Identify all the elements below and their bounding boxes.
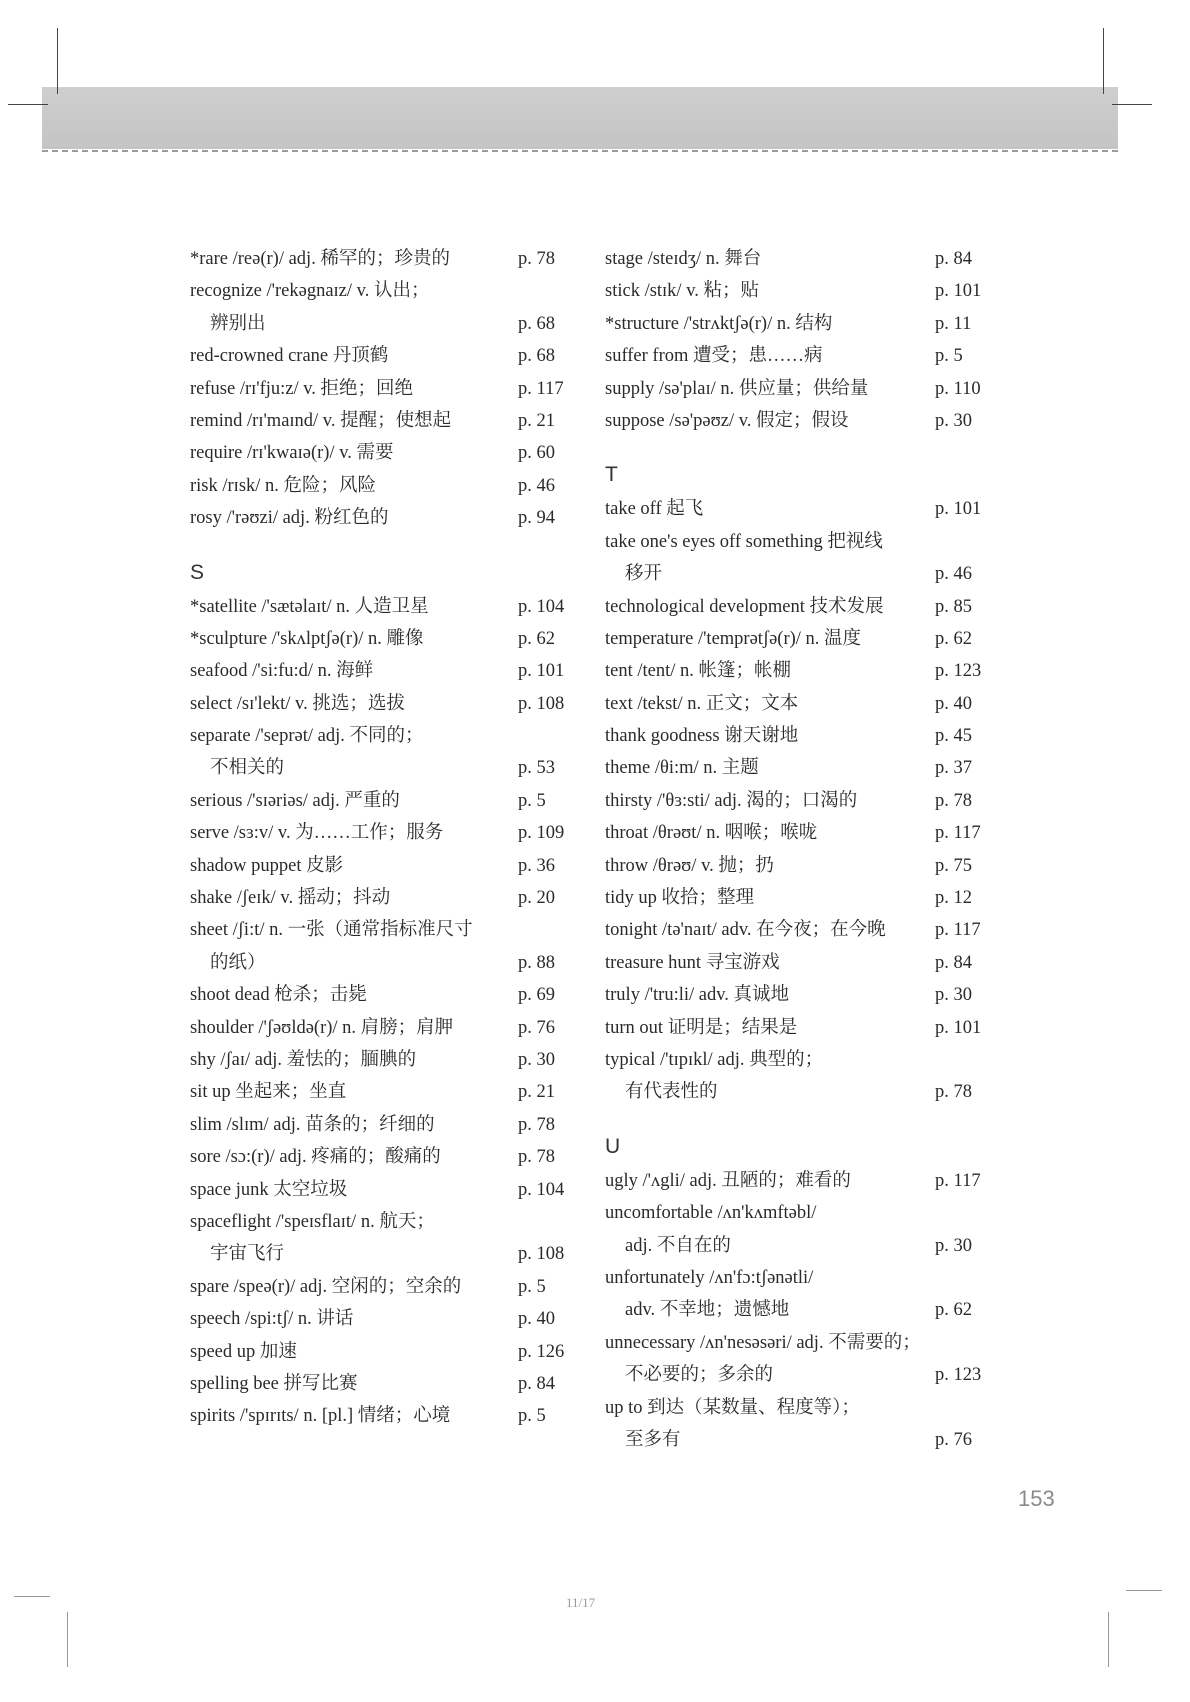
glossary-entry (605, 655, 985, 687)
entry-page-ref: p. 117 (518, 378, 564, 399)
glossary-entry (190, 979, 570, 1011)
entry-text: space junk 太空垃圾 (190, 1179, 348, 1200)
section-letter-heading: S (190, 560, 205, 584)
entry-text: shoot dead 枪杀；击毙 (190, 985, 367, 1006)
entry-text: uncomfortable /ʌn'kʌmftəbl/ (605, 1203, 817, 1224)
entry-page-ref: p. 68 (518, 313, 555, 334)
entry-page-ref: p. 60 (518, 443, 555, 464)
section-letter-heading: U (605, 1134, 621, 1158)
glossary-entry (605, 817, 985, 849)
glossary-entry (190, 655, 570, 687)
section-letter-heading: T (605, 463, 618, 487)
entry-text: adv. 不幸地；遗憾地 (625, 1300, 790, 1321)
glossary-entry (605, 1165, 985, 1197)
glossary-entry (605, 882, 985, 914)
glossary-entry (190, 785, 570, 817)
glossary-entry (190, 1400, 570, 1432)
entry-text: 宇宙飞行 (210, 1244, 285, 1265)
entry-page-ref: p. 123 (935, 661, 982, 682)
entry-page-ref: p. 30 (935, 985, 972, 1006)
entry-text: remind /rɪ'maɪnd/ v. 提醒；使想起 (190, 410, 452, 431)
entry-page-ref: p. 110 (935, 378, 981, 399)
glossary-entry (605, 752, 985, 784)
glossary-entry (190, 1141, 570, 1173)
glossary-entry (190, 373, 570, 405)
entry-page-ref: p. 62 (935, 628, 972, 649)
glossary-entry (605, 1197, 985, 1229)
entry-text: 有代表性的 (625, 1082, 718, 1103)
glossary-entry (190, 850, 570, 882)
glossary-entry (605, 979, 985, 1011)
glossary-entry (190, 1271, 570, 1303)
entry-page-ref: p. 88 (518, 952, 555, 973)
entry-page-ref: p. 84 (935, 952, 972, 973)
entry-page-ref: p. 5 (935, 346, 963, 367)
glossary-entry (190, 1012, 570, 1044)
entry-page-ref: p. 117 (935, 823, 981, 844)
glossary-entry-continuation (605, 558, 985, 590)
entry-text: spelling bee 拼写比赛 (190, 1373, 358, 1394)
entry-page-ref: p. 11 (935, 313, 972, 334)
glossary-right-column (605, 243, 985, 1456)
glossary-entry (605, 591, 985, 623)
glossary-entry-continuation (190, 752, 570, 784)
crop-mark (8, 104, 48, 105)
header-dashed-rule (42, 150, 1118, 152)
entry-page-ref: p. 101 (935, 1017, 982, 1038)
entry-text: sheet /ʃi:t/ n. 一张（通常指标准尺寸 (190, 920, 473, 941)
entry-text: tidy up 收拾；整理 (605, 888, 755, 909)
entry-text: truly /'tru:li/ adv. 真诚地 (605, 985, 790, 1006)
entry-text: suffer from 遭受；患……病 (605, 346, 823, 367)
entry-page-ref: p. 37 (935, 758, 972, 779)
glossary-entry (605, 785, 985, 817)
entry-text: 移开 (625, 564, 663, 585)
glossary-entry (190, 720, 570, 752)
entry-page-ref: p. 75 (935, 855, 972, 876)
glossary-entry-continuation (605, 1359, 985, 1391)
glossary-entry (190, 340, 570, 372)
entry-page-ref: p. 53 (518, 758, 555, 779)
entry-page-ref: p. 94 (518, 508, 555, 529)
entry-page-ref: p. 101 (935, 281, 982, 302)
glossary-entry (605, 1262, 985, 1294)
entry-text: red-crowned crane 丹顶鹤 (190, 346, 389, 367)
entry-text: treasure hunt 寻宝游戏 (605, 952, 780, 973)
entry-page-ref: p. 12 (935, 888, 972, 909)
crop-mark (1112, 104, 1152, 105)
glossary-entry (190, 1206, 570, 1238)
footer-page-count: 11/17 (566, 1595, 596, 1610)
glossary-entry (605, 1392, 985, 1424)
entry-text: turn out 证明是；结果是 (605, 1017, 798, 1038)
glossary-entry (190, 817, 570, 849)
glossary-entry-continuation (190, 947, 570, 979)
glossary-entry (605, 373, 985, 405)
glossary-entry (190, 405, 570, 437)
glossary-entry (605, 1012, 985, 1044)
entry-text: 至多有 (625, 1429, 681, 1450)
entry-text: slim /slɪm/ adj. 苗条的；纤细的 (190, 1114, 435, 1135)
entry-text: shake /ʃeɪk/ v. 摇动；抖动 (190, 888, 391, 909)
entry-text: tonight /tə'naɪt/ adv. 在今夜；在今晚 (605, 920, 886, 941)
glossary-entry (605, 850, 985, 882)
glossary-entry (190, 1336, 570, 1368)
entry-page-ref: p. 78 (518, 1114, 555, 1135)
glossary-entry (605, 243, 985, 275)
entry-page-ref: p. 76 (935, 1429, 972, 1450)
page-number: 153 (1018, 1486, 1055, 1511)
crop-mark (14, 1596, 50, 1597)
entry-page-ref: p. 101 (518, 661, 565, 682)
entry-page-ref: p. 84 (935, 249, 972, 269)
entry-text: take one's eyes off something 把视线 (605, 531, 883, 552)
crop-mark (67, 1612, 68, 1667)
glossary-entry (605, 308, 985, 340)
entry-text: typical /'tɪpɪkl/ adj. 典型的； (605, 1049, 824, 1070)
entry-text: *sculpture /'skʌlptʃə(r)/ n. 雕像 (190, 628, 424, 649)
entry-text: serious /'sɪəriəs/ adj. 严重的 (190, 790, 400, 811)
entry-page-ref: p. 78 (935, 1082, 972, 1103)
entry-text: shoulder /'ʃəʊldə(r)/ n. 肩膀；肩胛 (190, 1017, 454, 1038)
entry-page-ref: p. 68 (518, 346, 555, 367)
entry-page-ref: p. 40 (935, 693, 972, 714)
glossary-entry (190, 243, 570, 275)
entry-text: sore /sɔ:(r)/ adj. 疼痛的；酸痛的 (190, 1147, 441, 1168)
entry-page-ref: p. 104 (518, 1179, 565, 1200)
entry-page-ref: p. 40 (518, 1309, 555, 1330)
entry-page-ref: p. 62 (935, 1300, 972, 1321)
glossary-entry (605, 623, 985, 655)
glossary-entry (190, 1109, 570, 1141)
glossary-entry (605, 1044, 985, 1076)
glossary-entry (605, 1327, 985, 1359)
entry-text: supply /sə'plaɪ/ n. 供应量；供给量 (605, 378, 869, 399)
entry-text: require /rɪ'kwaɪə(r)/ v. 需要 (190, 443, 394, 464)
entry-page-ref: p. 30 (518, 1049, 555, 1070)
entry-text: serve /sɜ:v/ v. 为……工作；服务 (190, 823, 444, 844)
entry-page-ref: p. 109 (518, 823, 565, 844)
glossary-entry (605, 275, 985, 307)
glossary-entry (190, 275, 570, 307)
entry-page-ref: p. 108 (518, 693, 565, 714)
entry-text: 的纸） (210, 952, 266, 973)
entry-page-ref: p. 5 (518, 1406, 546, 1427)
entry-text: refuse /rɪ'fju:z/ v. 拒绝；回绝 (190, 378, 414, 399)
entry-page-ref: p. 78 (518, 249, 555, 269)
entry-text: *satellite /'sætəlaɪt/ n. 人造卫星 (190, 596, 429, 617)
entry-text: separate /'seprət/ adj. 不同的； (190, 726, 424, 747)
entry-text: adj. 不自在的 (625, 1235, 731, 1256)
glossary-entry (190, 623, 570, 655)
entry-page-ref: p. 108 (518, 1244, 565, 1265)
entry-text: 不必要的；多余的 (625, 1365, 774, 1386)
entry-page-ref: p. 69 (518, 985, 555, 1006)
entry-page-ref: p. 117 (935, 920, 981, 941)
entry-text: rosy /'rəʊzi/ adj. 粉红色的 (190, 508, 389, 529)
entry-text: text /tekst/ n. 正文；文本 (605, 693, 799, 714)
glossary-entry-continuation (605, 1076, 985, 1108)
glossary-entry (605, 340, 985, 372)
entry-text: take off 起飞 (605, 499, 704, 520)
glossary-entry (605, 947, 985, 979)
entry-text: unfortunately /ʌn'fɔ:tʃənətli/ (605, 1267, 814, 1288)
glossary-entry (190, 591, 570, 623)
crop-mark (1126, 1590, 1162, 1591)
glossary-entry (190, 1368, 570, 1400)
entry-text: shadow puppet 皮影 (190, 855, 344, 876)
entry-page-ref: p. 46 (518, 475, 555, 496)
glossary-entry (190, 1174, 570, 1206)
entry-text: speed up 加速 (190, 1341, 297, 1362)
glossary-entry (605, 688, 985, 720)
entry-page-ref: p. 30 (935, 1235, 972, 1256)
entry-text: suppose /sə'pəʊz/ v. 假定；假设 (605, 410, 849, 431)
entry-text: seafood /'si:fu:d/ n. 海鲜 (190, 661, 374, 682)
entry-text: *rare /reə(r)/ adj. 稀罕的；珍贵的 (190, 249, 450, 269)
entry-page-ref: p. 78 (518, 1147, 555, 1168)
glossary-entry (605, 914, 985, 946)
entry-text: thirsty /'θɜ:sti/ adj. 渴的；口渴的 (605, 790, 858, 811)
glossary-entry-continuation (605, 1424, 985, 1456)
glossary-entry (190, 1044, 570, 1076)
entry-page-ref: p. 21 (518, 410, 555, 431)
glossary-entry (190, 437, 570, 469)
glossary-entry (605, 526, 985, 558)
entry-page-ref: p. 117 (935, 1170, 981, 1191)
glossary-entry-continuation (190, 1238, 570, 1270)
glossary-entry (190, 1076, 570, 1108)
entry-text: stage /steɪdʒ/ n. 舞台 (605, 249, 762, 269)
entry-page-ref: p. 5 (518, 1276, 546, 1297)
entry-text: thank goodness 谢天谢地 (605, 726, 799, 747)
entry-text: shy /ʃaɪ/ adj. 羞怯的；腼腆的 (190, 1049, 417, 1070)
entry-text: tent /tent/ n. 帐篷；帐棚 (605, 661, 792, 682)
glossary-entry (190, 882, 570, 914)
entry-text: sit up 坐起来；坐直 (190, 1082, 347, 1103)
crop-mark (1108, 1612, 1109, 1667)
glossary-entry (190, 914, 570, 946)
entry-page-ref: p. 85 (935, 596, 972, 617)
entry-text: stick /stɪk/ v. 粘；贴 (605, 281, 759, 302)
entry-page-ref: p. 30 (935, 410, 972, 431)
glossary-entry (190, 1303, 570, 1335)
entry-page-ref: p. 21 (518, 1082, 555, 1103)
entry-text: 不相关的 (210, 758, 285, 779)
entry-page-ref: p. 46 (935, 564, 972, 585)
entry-text: up to 到达（某数量、程度等）； (605, 1397, 860, 1418)
entry-text: temperature /'temprətʃə(r)/ n. 温度 (605, 628, 862, 649)
entry-page-ref: p. 36 (518, 855, 555, 876)
header-band (42, 87, 1118, 149)
entry-text: select /sɪ'lekt/ v. 挑选；选拔 (190, 693, 405, 714)
glossary-entry (605, 405, 985, 437)
entry-text: unnecessary /ʌn'nesəsəri/ adj. 不需要的； (605, 1332, 921, 1353)
crop-mark (57, 28, 58, 94)
glossary-entry-continuation (605, 1294, 985, 1326)
entry-text: theme /θi:m/ n. 主题 (605, 758, 759, 779)
glossary-entry-continuation (605, 1230, 985, 1262)
entry-text: technological development 技术发展 (605, 596, 884, 617)
entry-page-ref: p. 104 (518, 596, 565, 617)
entry-page-ref: p. 84 (518, 1373, 555, 1394)
entry-text: risk /rɪsk/ n. 危险；风险 (190, 475, 377, 496)
entry-page-ref: p. 126 (518, 1341, 565, 1362)
glossary-entry (190, 502, 570, 534)
entry-text: speech /spi:tʃ/ n. 讲话 (190, 1309, 354, 1330)
entry-text: spaceflight /'speɪsflaɪt/ n. 航天； (190, 1211, 435, 1232)
entry-page-ref: p. 101 (935, 499, 982, 520)
entry-page-ref: p. 76 (518, 1017, 555, 1038)
glossary-left-column (190, 243, 570, 1433)
entry-text: throat /θrəʊt/ n. 咽喉；喉咙 (605, 823, 818, 844)
entry-page-ref: p. 45 (935, 726, 972, 747)
glossary-entry (190, 470, 570, 502)
entry-text: 辨别出 (210, 313, 266, 334)
entry-page-ref: p. 123 (935, 1365, 982, 1386)
entry-page-ref: p. 5 (518, 790, 546, 811)
glossary-entry (605, 493, 985, 525)
glossary-entry (605, 720, 985, 752)
entry-page-ref: p. 62 (518, 628, 555, 649)
entry-text: ugly /'ʌgli/ adj. 丑陋的；难看的 (605, 1170, 851, 1191)
entry-page-ref: p. 20 (518, 888, 555, 909)
entry-page-ref: p. 78 (935, 790, 972, 811)
entry-text: throw /θrəʊ/ v. 抛；扔 (605, 855, 774, 876)
glossary-entry (190, 688, 570, 720)
glossary-entry-continuation (190, 308, 570, 340)
crop-mark (1103, 28, 1104, 94)
entry-text: *structure /'strʌktʃə(r)/ n. 结构 (605, 313, 833, 334)
entry-text: recognize /'rekəgnaɪz/ v. 认出； (190, 281, 430, 302)
entry-text: spirits /'spɪrɪts/ n. [pl.] 情绪；心境 (190, 1406, 451, 1427)
entry-text: spare /speə(r)/ adj. 空闲的；空余的 (190, 1276, 462, 1297)
